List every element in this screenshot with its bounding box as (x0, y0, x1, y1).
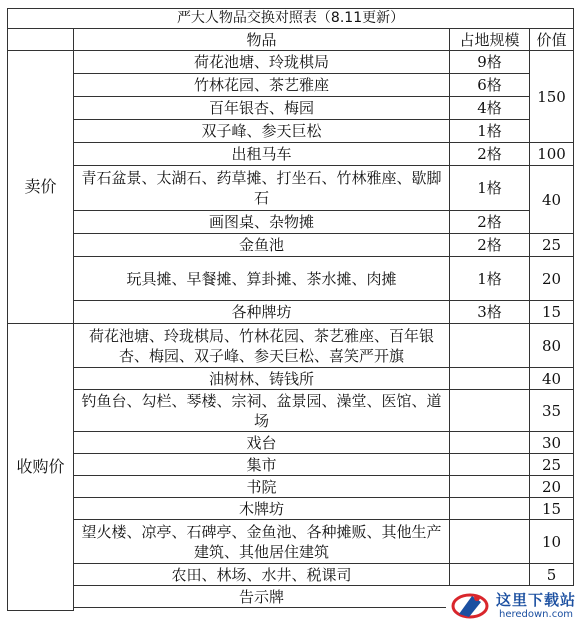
buy-value: 20 (530, 476, 574, 498)
sell-value: 100 (530, 143, 574, 166)
buy-space-empty (450, 324, 530, 368)
buy-item: 木牌坊 (74, 498, 450, 520)
sell-item: 双子峰、参天巨松 (74, 120, 450, 143)
sell-space: 2格 (450, 211, 530, 234)
sell-item: 画图桌、杂物摊 (74, 211, 450, 234)
sell-space: 1格 (450, 166, 530, 211)
buy-item: 农田、林场、水井、税课司 (74, 564, 450, 586)
header-value: 价值 (530, 29, 574, 51)
sell-item: 玩具摊、早餐摊、算卦摊、茶水摊、肉摊 (74, 257, 450, 301)
buy-item: 戏台 (74, 432, 450, 454)
exchange-table (7, 8, 577, 611)
header-blank (8, 29, 74, 51)
sell-space: 1格 (450, 120, 530, 143)
buy-item: 钓鱼台、勾栏、琴楼、宗祠、盆景园、澡堂、医馆、道场 (74, 390, 450, 432)
sell-space: 3格 (450, 301, 530, 324)
buy-space-empty (450, 476, 530, 498)
site-watermark (446, 586, 580, 626)
header-space: 占地规模 (450, 29, 530, 51)
sell-space: 6格 (450, 74, 530, 97)
buy-item: 集市 (74, 454, 450, 476)
buy-value: 80 (530, 324, 574, 368)
header-item: 物品 (74, 29, 450, 51)
watermark-url: heredown.com (499, 609, 574, 620)
buy-item: 荷花池塘、玲珑棋局、竹林花园、茶艺雅座、百年银杏、梅园、双子峰、参天巨松、喜笑严开旗 (74, 324, 450, 368)
sell-item: 出租马车 (74, 143, 450, 166)
sell-item: 金鱼池 (74, 234, 450, 257)
buy-space-empty (450, 454, 530, 476)
sell-space: 2格 (450, 234, 530, 257)
sell-value: 40 (530, 166, 574, 234)
buy-item: 油树林、铸钱所 (74, 368, 450, 390)
buy-value: 15 (530, 498, 574, 520)
buy-item: 告示牌 (74, 586, 450, 608)
buy-item: 书院 (74, 476, 450, 498)
sell-space: 1格 (450, 257, 530, 301)
buy-value: 25 (530, 454, 574, 476)
sell-section-label: 卖价 (8, 51, 74, 324)
sell-value: 25 (530, 234, 574, 257)
buy-space-empty (450, 564, 530, 586)
buy-item: 望火楼、凉亭、石碑亭、金鱼池、各种摊贩、其他生产建筑、其他居住建筑 (74, 520, 450, 564)
sell-space: 4格 (450, 97, 530, 120)
buy-value: 40 (530, 368, 574, 390)
sell-item: 竹林花园、茶艺雅座 (74, 74, 450, 97)
buy-space-empty (450, 498, 530, 520)
buy-space-empty (450, 432, 530, 454)
buy-space-empty (450, 390, 530, 432)
table-title: 严大人物品交换对照表（8.11更新） (8, 9, 574, 29)
sell-item: 百年银杏、梅园 (74, 97, 450, 120)
buy-section-label: 收购价 (8, 324, 74, 611)
buy-space-empty (450, 520, 530, 564)
sell-item: 各种牌坊 (74, 301, 450, 324)
buy-value: 35 (530, 390, 574, 432)
sell-item: 青石盆景、太湖石、药草摊、打坐石、竹林雅座、歇脚石 (74, 166, 450, 211)
buy-value: 10 (530, 520, 574, 564)
sell-value: 15 (530, 301, 574, 324)
sell-value: 20 (530, 257, 574, 301)
sell-space: 9格 (450, 51, 530, 74)
buy-value: 5 (530, 564, 574, 586)
buy-space-empty (450, 368, 530, 390)
site-logo-icon (450, 590, 490, 622)
sell-value: 150 (530, 51, 574, 143)
buy-value: 30 (530, 432, 574, 454)
sell-space: 2格 (450, 143, 530, 166)
sell-item: 荷花池塘、玲珑棋局 (74, 51, 450, 74)
watermark-name: 这里下载站 (496, 591, 577, 609)
